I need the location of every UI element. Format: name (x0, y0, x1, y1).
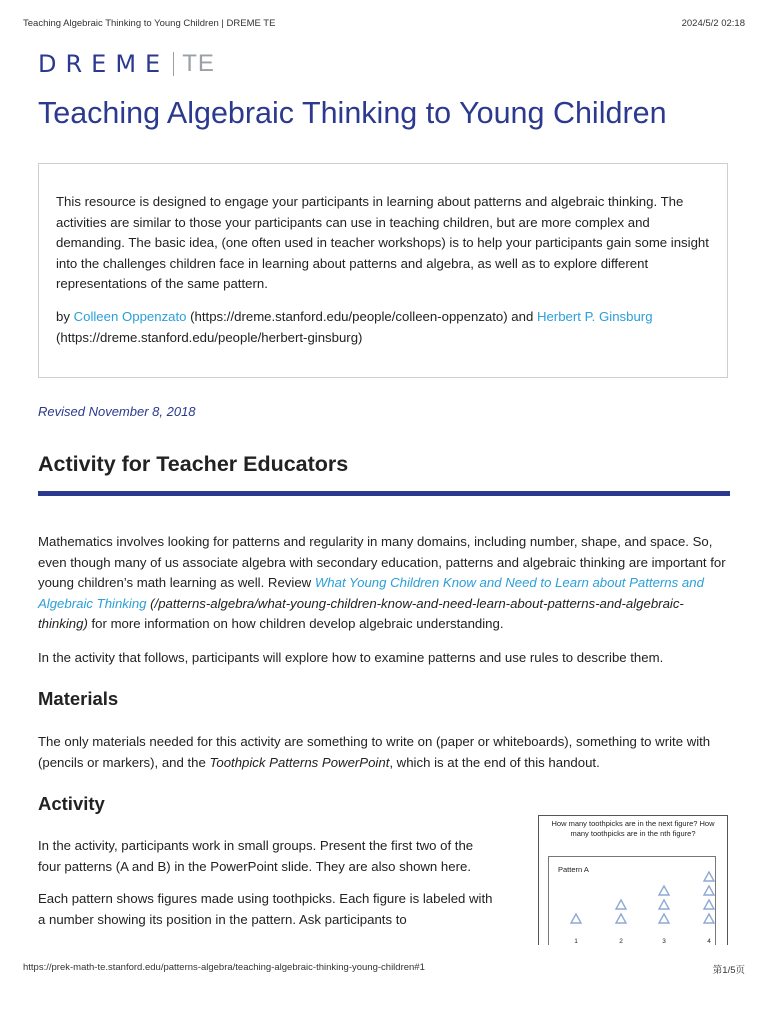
related-resource-link[interactable]: What Young Children Know and Need to Learn about Patterns and Algebraic Thinking (38, 575, 704, 611)
materials-text-before: The only materials needed for this activity are something to write on (paper or whiteboards), something to write with (pencils or markers), and the (38, 734, 711, 770)
materials-paragraph (38, 732, 728, 773)
print-footer-url: https://prek-math-te.stanford.edu/patterns-algebra/teaching-algebraic-thinking-young-children#1 (23, 962, 425, 973)
toothpick-triangle (616, 914, 626, 923)
figure-caption: How many toothpicks are in the next figure? How many toothpicks are in the nth figure? (551, 819, 715, 838)
activity-paragraph-2: Each pattern shows figures made using toothpicks. Each figure is labeled with a number showing its position in the pattern. Ask participants to (38, 891, 493, 927)
print-header-title: Teaching Algebraic Thinking to Young Children | DREME TE (23, 18, 276, 29)
materials-powerpoint-name: Toothpick Patterns PowerPoint (209, 754, 390, 770)
materials-heading: Materials (38, 688, 119, 709)
pattern-a-panel (548, 856, 716, 945)
toothpick-triangle (704, 900, 714, 909)
print-footer-page: 第1/5页 (712, 965, 745, 976)
print-header-timestamp: 2024/5/2 02:18 (681, 18, 745, 29)
logo-divider (173, 52, 174, 76)
by-prefix: by (56, 308, 74, 324)
author-url-ginsburg: (https://dreme.stanford.edu/people/herbert-ginsburg) (56, 329, 363, 345)
activity-paragraph-1: In the activity, participants work in small groups. Present the first two of the four patterns (A and B) in the PowerPoint slide. They are also shown here. (38, 838, 474, 874)
paragraph-activity-overview (38, 648, 728, 669)
section-title: Activity for Teacher Educators (38, 452, 349, 476)
figure-number-label: 1 (574, 938, 578, 945)
section-divider (38, 491, 730, 496)
print-header (23, 18, 745, 29)
toothpick-triangle (704, 886, 714, 895)
figure-number-label: 2 (619, 938, 623, 945)
paragraph-intro (38, 532, 728, 635)
logo-mark: DREME (38, 50, 170, 78)
materials-text-after: , which is at the end of this handout. (389, 754, 600, 770)
author-url-oppenzato: (https://dreme.stanford.edu/people/colleen-oppenzato) (186, 308, 508, 324)
toothpick-triangle (659, 914, 669, 923)
and-text: and (507, 308, 537, 324)
toothpick-triangle (659, 900, 669, 909)
related-resource-url: (/patterns-algebra/what-young-children-know-and-need-learn-about-patterns-and-algebraic-thinking) (38, 595, 684, 632)
pattern-a-drawing (549, 857, 717, 945)
revised-date: Revised November 8, 2018 (38, 404, 196, 419)
toothpick-triangle (616, 900, 626, 909)
toothpick-triangle (571, 914, 581, 923)
pattern-a-label: Pattern A (558, 865, 589, 874)
activity-paragraphs (38, 836, 493, 944)
page-title: Teaching Algebraic Thinking to Young Children (38, 96, 667, 130)
logo-subtitle: TE (182, 50, 215, 77)
intro-authors (56, 307, 710, 348)
toothpick-triangle (704, 872, 714, 881)
intro-box (38, 163, 728, 378)
paragraph1-text: Mathematics involves looking for patterns and regularity in many domains, including number, shape, and space. So, even though many of us associate algebra with secondary education, patterns and algebraic thinking are important for young children’s math learning as well. Review (38, 534, 726, 591)
figure-number-label: 3 (662, 938, 666, 945)
author-link-ginsburg[interactable]: Herbert P. Ginsburg (536, 308, 653, 324)
figure-number-label: 4 (707, 938, 711, 945)
author-link-oppenzato[interactable]: Colleen Oppenzato (73, 308, 187, 324)
intro-description: This resource is designed to engage your participants in learning about patterns and algebraic thinking. The activities are similar to those your participants can use in teaching children, but are more complex and demanding. The basic idea, (one often used in teacher workshops) is to help your participants gain some insight into the challenges children face in learning about patterns and algebra, as well as to explore different representations of the same pattern. (56, 194, 709, 292)
site-logo[interactable] (38, 50, 215, 78)
print-footer (23, 962, 745, 976)
toothpick-pattern-figure (538, 815, 728, 945)
paragraph1-suffix: for more information on how children develop algebraic understanding. (87, 616, 504, 632)
toothpick-triangle (659, 886, 669, 895)
paragraph2-text: In the activity that follows, participants will explore how to examine patterns and use rules to describe them. (38, 650, 664, 665)
activity-heading: Activity (38, 793, 105, 814)
toothpick-triangle (704, 914, 714, 923)
